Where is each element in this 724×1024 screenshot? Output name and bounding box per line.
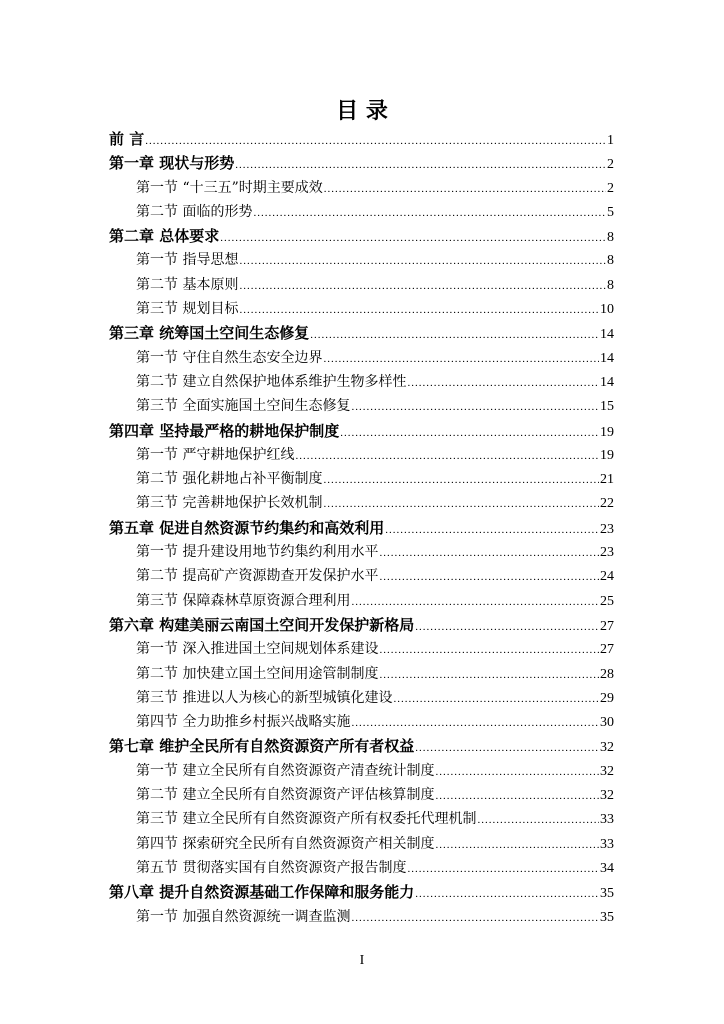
- toc-entry-label: 第五章 促进自然资源节约集约和高效利用: [109, 518, 385, 537]
- toc-entry-label: 第二章 总体要求: [109, 227, 220, 246]
- toc-entry-label: 第二节 建立全民所有自然资源资产评估核算制度: [136, 787, 435, 804]
- toc-entry-label: 第三节 保障森林草原资源合理利用: [136, 592, 351, 609]
- toc-dot-leader: [351, 906, 599, 930]
- toc-dot-leader: [385, 518, 599, 542]
- toc-entry-label: 第一节 加强自然资源统一调查监测: [136, 908, 351, 925]
- toc-section-entry[interactable]: [109, 394, 614, 418]
- toc-chapter-entry[interactable]: [109, 419, 614, 443]
- toc-chapter-entry[interactable]: [109, 880, 614, 904]
- toc-dot-leader: [435, 760, 599, 784]
- toc-entry-label: 第四节 全力助推乡村振兴战略实施: [136, 714, 351, 731]
- toc-section-entry[interactable]: [109, 297, 614, 321]
- toc-dot-leader: [435, 833, 599, 857]
- toc-dot-leader: [379, 638, 599, 662]
- toc-page-number: 28: [600, 666, 614, 682]
- toc-page-number: 19: [600, 424, 614, 440]
- toc-page-number: 23: [600, 545, 614, 561]
- toc-dot-leader: [435, 784, 599, 808]
- toc-chapter-entry[interactable]: [109, 224, 614, 248]
- toc-section-entry[interactable]: [109, 540, 614, 564]
- toc-dot-leader: [407, 857, 599, 881]
- toc-page-number: 8: [607, 230, 614, 246]
- toc-entry-label: 第一节 提升建设用地节约集约利用水平: [136, 544, 379, 561]
- toc-dot-leader: [220, 226, 606, 250]
- toc-entry-label: 第二节 强化耕地占补平衡制度: [136, 471, 323, 488]
- toc-entry-label: 第三节 规划目标: [136, 301, 239, 318]
- toc-page-number: 32: [600, 740, 614, 756]
- toc-page-number: 14: [600, 350, 614, 366]
- toc-page-number: 27: [600, 642, 614, 658]
- page-title: 目 录: [336, 99, 388, 124]
- toc-entry-label: 第一章 现状与形势: [109, 154, 235, 173]
- toc-dot-leader: [379, 565, 599, 589]
- toc-entry-label: 第三节 全面实施国土空间生态修复: [136, 398, 351, 415]
- toc-section-entry[interactable]: [109, 783, 614, 807]
- toc-dot-leader: [323, 468, 599, 492]
- toc-chapter-entry[interactable]: [109, 321, 614, 345]
- toc-section-entry[interactable]: [109, 905, 614, 929]
- toc-section-entry[interactable]: [109, 856, 614, 880]
- toc-chapter-entry[interactable]: [109, 613, 614, 637]
- toc-section-entry[interactable]: [109, 807, 614, 831]
- toc-section-entry[interactable]: [109, 759, 614, 783]
- toc-dot-leader: [323, 492, 599, 516]
- toc-section-entry[interactable]: [109, 176, 614, 200]
- toc-page-number: 14: [600, 327, 614, 343]
- toc-entry-label: 前 言: [109, 130, 145, 148]
- toc-section-entry[interactable]: [109, 248, 614, 272]
- toc-page-number: 5: [607, 204, 614, 220]
- toc-chapter-entry[interactable]: [109, 151, 614, 175]
- toc-entry-label: 第二节 建立自然保护地体系维护生物多样性: [136, 373, 407, 390]
- toc-page-number: 8: [607, 277, 614, 293]
- toc-page-number: 2: [607, 157, 614, 173]
- toc-entry-label: 第六章 构建美丽云南国土空间开发保护新格局: [109, 615, 415, 634]
- toc-entry-label: 第一节 守住自然生态安全边界: [136, 349, 323, 366]
- toc-page-number: 22: [600, 496, 614, 512]
- toc-section-entry[interactable]: [109, 637, 614, 661]
- toc-dot-leader: [239, 249, 606, 273]
- toc-section-entry[interactable]: [109, 589, 614, 613]
- toc-page-number: 10: [600, 302, 614, 318]
- toc-entry-label: 第一节 建立全民所有自然资源资产清查统计制度: [136, 762, 435, 779]
- toc-section-entry[interactable]: [109, 686, 614, 710]
- toc-page-number: 19: [600, 447, 614, 463]
- toc-dot-leader: [324, 177, 606, 201]
- toc-entry-label: 第一节 深入推进国土空间规划体系建设: [136, 641, 379, 658]
- toc-page-number: 35: [600, 886, 614, 902]
- toc-entry-label: 第七章 维护全民所有自然资源资产所有者权益: [109, 737, 415, 756]
- toc-section-entry[interactable]: [109, 443, 614, 467]
- toc-entry-label: 第三节 推进以人为核心的新型城镇化建设: [136, 689, 393, 706]
- toc-chapter-entry[interactable]: [109, 516, 614, 540]
- toc-dot-leader: [393, 687, 599, 711]
- toc-entry-label: 第一节 “十三五”时期主要成效: [136, 179, 323, 196]
- toc-section-entry[interactable]: [109, 564, 614, 588]
- toc-entry-label: 第二节 基本原则: [136, 276, 239, 293]
- toc-page-number: 23: [600, 521, 614, 537]
- toc-entry-label: 第八章 提升自然资源基础工作保障和服务能力: [109, 883, 415, 902]
- toc-section-entry[interactable]: [109, 370, 614, 394]
- toc-dot-leader: [351, 711, 599, 735]
- toc-entry-label: 第三章 统筹国土空间生态修复: [109, 324, 310, 343]
- toc-dot-leader: [379, 663, 599, 687]
- toc-page-number: 8: [607, 253, 614, 269]
- toc-page-number: 32: [600, 763, 614, 779]
- page-number-footer: I: [359, 953, 365, 968]
- toc-dot-leader: [340, 421, 599, 445]
- toc-page-number: 14: [600, 374, 614, 390]
- toc-page-number: 21: [600, 472, 614, 488]
- toc-section-entry[interactable]: [109, 832, 614, 856]
- toc-entry-label: 第四章 坚持最严格的耕地保护制度: [109, 421, 340, 440]
- toc-entry-label: 第一节 严守耕地保护红线: [136, 446, 295, 463]
- toc-page-number: 33: [600, 812, 614, 828]
- toc-section-entry[interactable]: [109, 346, 614, 370]
- toc-page-number: 25: [600, 593, 614, 609]
- toc-dot-leader: [415, 882, 599, 906]
- toc-entry-label: 第五节 贯彻落实国有自然资源资产报告制度: [136, 859, 407, 876]
- toc-dot-leader: [253, 201, 606, 225]
- toc-chapter-entry[interactable]: [109, 127, 614, 151]
- toc-entry-label: 第一节 指导思想: [136, 252, 239, 269]
- toc-dot-leader: [351, 395, 599, 419]
- toc-dot-leader: [415, 736, 599, 760]
- toc-chapter-entry[interactable]: [109, 734, 614, 758]
- toc-section-entry[interactable]: [109, 491, 614, 515]
- table-of-contents: [109, 127, 614, 929]
- toc-entry-label: 第四节 探索研究全民所有自然资源资产相关制度: [136, 835, 435, 852]
- toc-entry-label: 第二节 加快建立国土空间用途管制制度: [136, 665, 379, 682]
- toc-section-entry[interactable]: [109, 710, 614, 734]
- toc-page-number: 27: [600, 618, 614, 634]
- toc-dot-leader: [379, 541, 599, 565]
- toc-dot-leader: [145, 129, 606, 153]
- toc-dot-leader: [239, 298, 599, 322]
- toc-dot-leader: [310, 323, 599, 347]
- toc-dot-leader: [407, 371, 599, 395]
- toc-page-number: 30: [600, 715, 614, 731]
- toc-section-entry[interactable]: [109, 200, 614, 224]
- toc-page-number: 24: [600, 569, 614, 585]
- toc-page-number: 2: [607, 180, 614, 196]
- toc-dot-leader: [235, 153, 606, 177]
- toc-entry-label: 第二节 提高矿产资源勘查开发保护水平: [136, 568, 379, 585]
- toc-entry-label: 第三节 完善耕地保护长效机制: [136, 495, 323, 512]
- toc-dot-leader: [295, 444, 599, 468]
- toc-page-number: 32: [600, 788, 614, 804]
- toc-page-number: 33: [600, 836, 614, 852]
- toc-dot-leader: [323, 347, 599, 371]
- toc-page-number: 1: [607, 133, 614, 148]
- toc-entry-label: 第三节 建立全民所有自然资源资产所有权委托代理机制: [136, 811, 477, 828]
- toc-dot-leader: [415, 615, 599, 639]
- toc-dot-leader: [477, 808, 599, 832]
- toc-page-number: 15: [600, 399, 614, 415]
- toc-page-number: 35: [600, 909, 614, 925]
- toc-section-entry[interactable]: [109, 467, 614, 491]
- toc-section-entry[interactable]: [109, 273, 614, 297]
- toc-dot-leader: [351, 590, 599, 614]
- toc-page-number: 34: [600, 860, 614, 876]
- toc-entry-label: 第二节 面临的形势: [136, 203, 253, 220]
- toc-section-entry[interactable]: [109, 662, 614, 686]
- toc-page-number: 29: [600, 690, 614, 706]
- toc-dot-leader: [239, 274, 606, 298]
